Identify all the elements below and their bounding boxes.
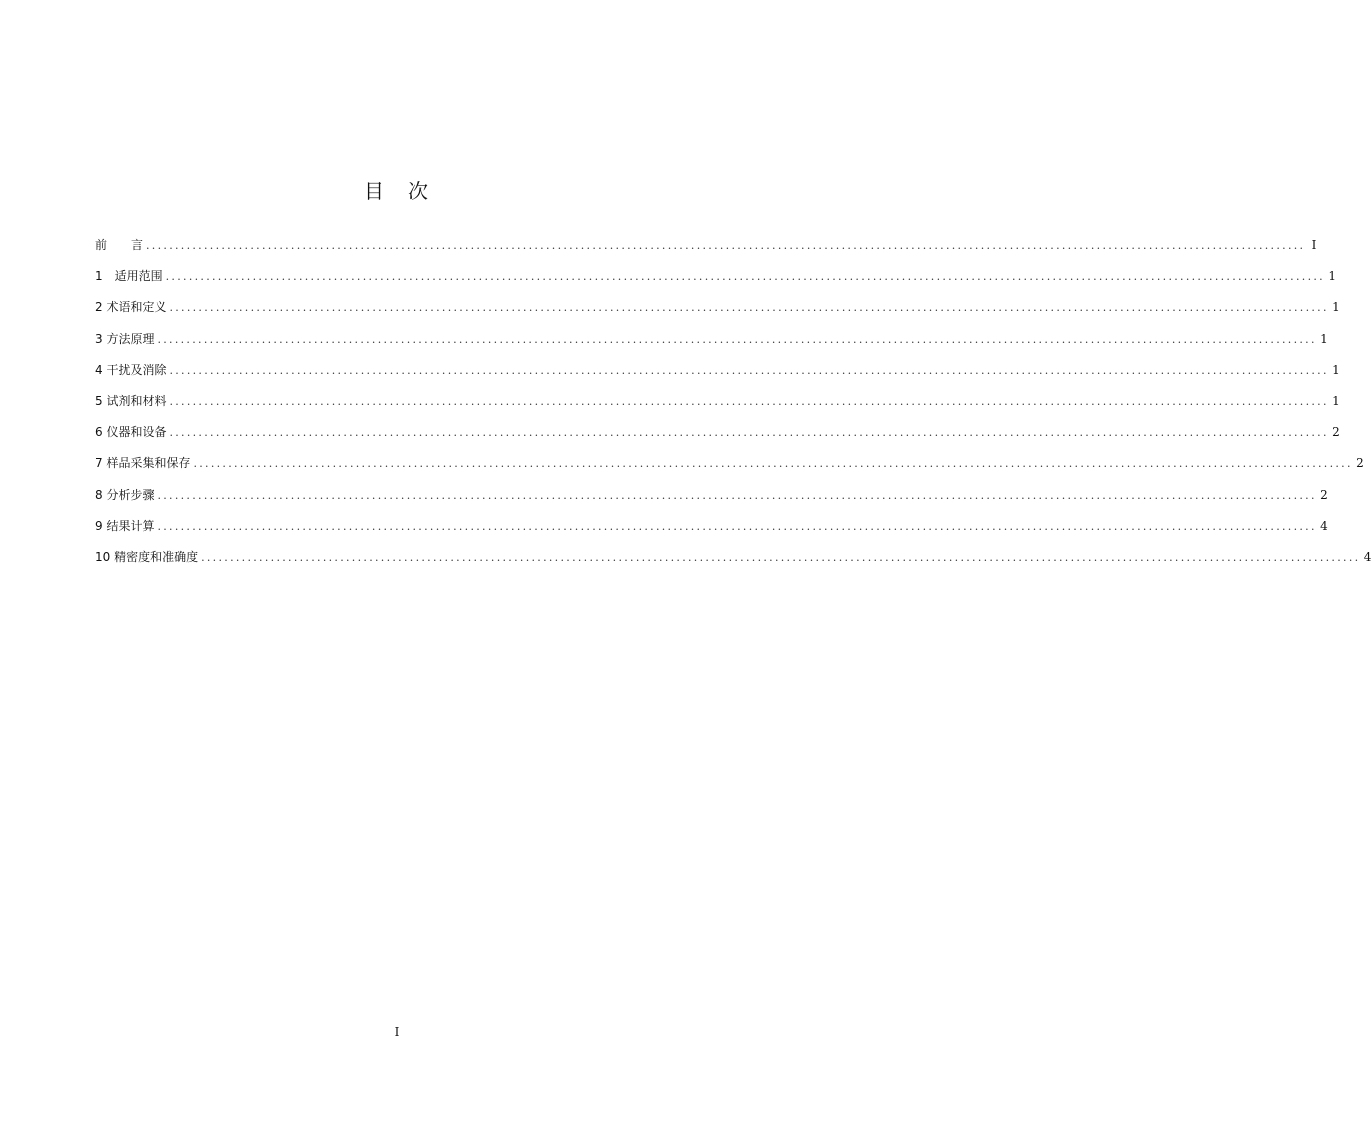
toc-entry-page: 4 [1363, 549, 1371, 564]
dot-leader: ........................................................................................................................................................................................................ [193, 457, 1353, 471]
dot-leader: ........................................................................................................................................................................................................ [157, 488, 1317, 502]
toc-entry-page: 1 [1332, 393, 1340, 408]
toc-entry-label: 3 方法原理 [95, 331, 155, 346]
toc-entry-page: 2 [1332, 425, 1340, 440]
toc-entry-label: 8 分析步骤 [95, 487, 155, 502]
toc-entry-label: 5 试剂和材料 [95, 393, 167, 408]
table-of-contents [95, 234, 1371, 577]
dot-leader: ........................................................................................................................................................................................................ [157, 519, 1317, 533]
toc-entry-sampling[interactable] [95, 452, 1364, 483]
toc-entry-page: 1 [1332, 362, 1340, 377]
toc-entry-principle[interactable] [95, 328, 1328, 359]
toc-entry-label: 4 干扰及消除 [95, 362, 167, 377]
page-title: 目 次 [364, 179, 430, 203]
toc-entry-page: 4 [1320, 518, 1328, 533]
toc-entry-reagents[interactable] [95, 390, 1340, 421]
toc-entry-apparatus[interactable] [95, 421, 1340, 452]
toc-entry-terms[interactable] [95, 296, 1340, 327]
toc-entry-label: 6 仪器和设备 [95, 425, 167, 440]
toc-entry-page: 1 [1332, 300, 1340, 315]
toc-entry-interference[interactable] [95, 359, 1340, 390]
dot-leader: ........................................................................................................................................................................................................ [201, 550, 1361, 564]
dot-leader: ........................................................................................................................................................................................................ [169, 301, 1329, 315]
page-number-footer: I [394, 1025, 400, 1039]
dot-leader: ........................................................................................................................................................................................................ [146, 239, 1306, 252]
toc-entry-label: 10 精密度和准确度 [95, 549, 199, 564]
dot-leader: ........................................................................................................................................................................................................ [165, 270, 1325, 284]
toc-entry-page: 2 [1356, 456, 1364, 471]
toc-entry-procedure[interactable] [95, 484, 1328, 515]
toc-entry-scope[interactable] [95, 265, 1336, 296]
toc-entry-precision[interactable] [95, 546, 1371, 577]
toc-entry-label: 1 适用范围 [95, 269, 163, 284]
toc-entry-label: 9 结果计算 [95, 518, 155, 533]
toc-entry-calculation[interactable] [95, 515, 1328, 546]
toc-entry-label: 前 言 [95, 238, 144, 252]
toc-entry-page: 1 [1320, 331, 1328, 346]
dot-leader: ........................................................................................................................................................................................................ [169, 426, 1329, 440]
dot-leader: ........................................................................................................................................................................................................ [169, 394, 1329, 408]
dot-leader: ........................................................................................................................................................................................................ [157, 332, 1317, 346]
toc-entry-label: 2 术语和定义 [95, 300, 167, 315]
toc-entry-label: 7 样品采集和保存 [95, 456, 191, 471]
toc-entry-page: I [1311, 238, 1317, 252]
toc-entry-page: 2 [1320, 487, 1328, 502]
dot-leader: ........................................................................................................................................................................................................ [169, 363, 1329, 377]
toc-entry-preface[interactable] [95, 234, 1317, 265]
toc-entry-page: 1 [1328, 269, 1336, 284]
